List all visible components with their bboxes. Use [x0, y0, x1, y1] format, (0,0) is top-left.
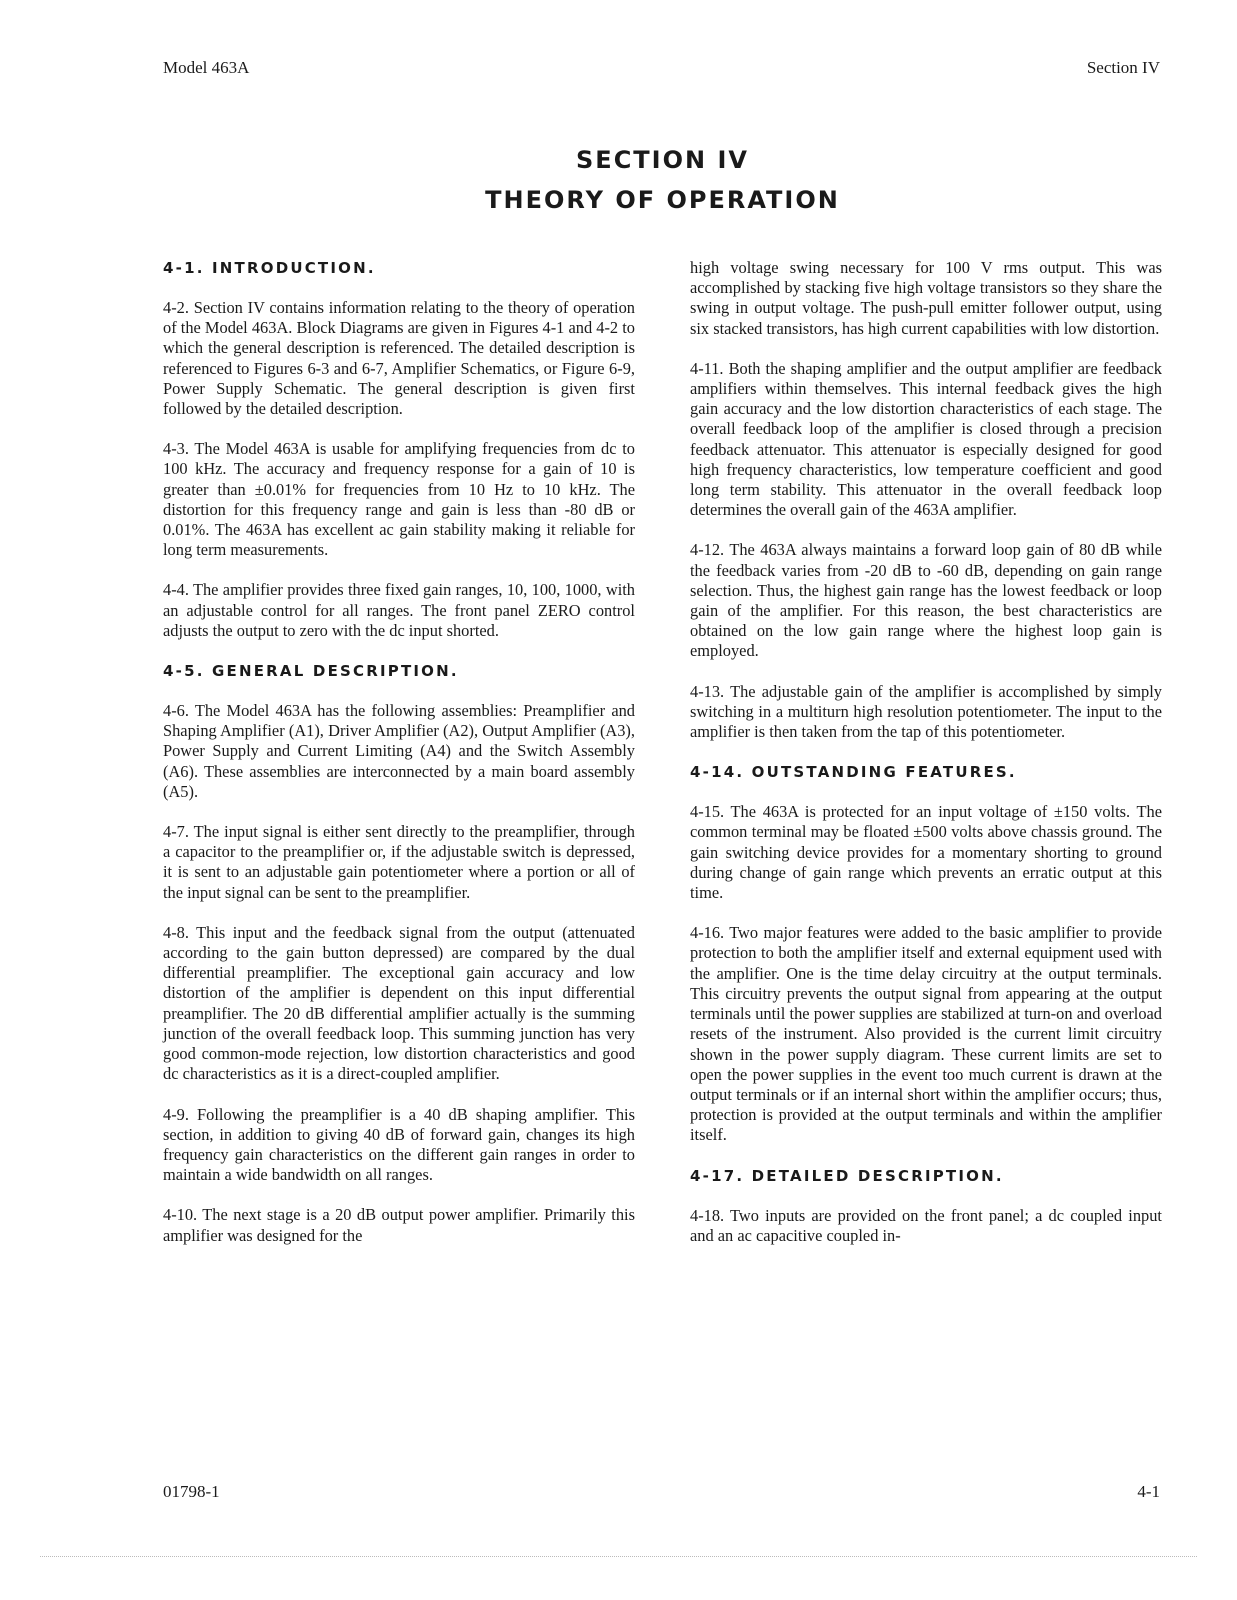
paragraph: high voltage swing necessary for 100 V rms output. This was accomplished by stacking five high voltage transistors so they share the swing in output voltage. The push-pull emitter follower output, using six stacked transistors, has high current capabilities with low distortion.	[690, 258, 1162, 338]
page-footer	[163, 1482, 1160, 1502]
scan-border-line	[40, 1556, 1197, 1557]
paragraph: 4-13. The adjustable gain of the amplifier is accomplished by simply switching in a multiturn high resolution potentiometer. The input to the amplifier is then taken from the tap of this potentiometer.	[690, 681, 1162, 742]
paragraph: 4-16. Two major features were added to the basic amplifier to provide protection to both the amplifier itself and external equipment used with the amplifier. One is the time delay circuitry at the output terminals. This circuitry prevents the output signal from appearing at the output terminals until the power supplies are stabilized at turn-on and overload resets of the instrument. Also provided is the current limit circuitry shown in the power supply diagram. These current limits are set to open the power supplies in the event too much current is drawn at the output terminals or if an internal short within the amplifier occurs; thus, protection is provided at the output terminals and within the amplifier itself.	[690, 923, 1162, 1145]
section-subtitle: THEORY OF OPERATION	[485, 186, 840, 214]
section-heading: 4-5. GENERAL DESCRIPTION.	[163, 662, 459, 681]
section-title: SECTION IV	[576, 146, 749, 174]
paragraph: 4-12. The 463A always maintains a forward loop gain of 80 dB while the feedback varies from -20 dB to -60 dB, depending on gain range selection. Thus, the highest gain range has the lowest feedback or loop gain of the amplifier. For this reason, the best characteristics are obtained on the low gain range where the highest loop gain is employed.	[690, 540, 1162, 661]
paragraph: 4-18. Two inputs are provided on the front panel; a dc coupled input and an ac capacitive coupled in-	[690, 1205, 1162, 1245]
right-column	[690, 258, 1162, 1266]
section-heading: 4-17. DETAILED DESCRIPTION.	[690, 1166, 1004, 1185]
paragraph: 4-11. Both the shaping amplifier and the output amplifier are feedback amplifiers within themselves. This internal feedback gives the high gain accuracy and the low distortion characteristics of each stage. The overall feedback loop of the amplifier is closed through a precision feedback attenuator. This attenuator is especially designed for good high frequency characteristics, low temperature coefficient and good long term stability. This attenuator in the overall feedback loop determines the overall gain of the 463A amplifier.	[690, 358, 1162, 520]
header-model: Model 463A	[163, 58, 250, 77]
section-title-block	[0, 146, 1237, 214]
document-number: 01798-1	[163, 1482, 220, 1501]
section-heading: 4-14. OUTSTANDING FEATURES.	[690, 763, 1017, 782]
left-column	[163, 258, 635, 1266]
page-number: 4-1	[1137, 1482, 1160, 1501]
paragraph: 4-7. The input signal is either sent directly to the preamplifier, through a capacitor to the preamplifier or, if the adjustable switch is depressed, it is sent to an adjustable gain potentiometer where a portion or all of the input signal can be sent to the preamplifier.	[163, 822, 635, 902]
header-section: Section IV	[1086, 58, 1160, 77]
paragraph: 4-3. The Model 463A is usable for amplifying frequencies from dc to 100 kHz. The accuracy and frequency response for a gain of 10 is greater than ±0.01% for frequencies from 10 Hz to 10 kHz. The distortion for this frequency range and gain is less than -80 dB or 0.01%. The 463A has excellent ac gain stability making it reliable for long term measurements.	[163, 439, 635, 560]
page-header	[163, 58, 1160, 78]
section-heading: 4-1. INTRODUCTION.	[163, 259, 376, 277]
paragraph: 4-6. The Model 463A has the following assemblies: Preamplifier and Shaping Amplifier (A1), Driver Amplifier (A2), Output Amplifier (A3), Power Supply and Current Limiting (A4) and the Switch Assembly (A6). These assemblies are interconnected by a main board assembly (A5).	[163, 701, 635, 801]
paragraph: 4-15. The 463A is protected for an input voltage of ±150 volts. The common terminal may be floated ±500 volts above chassis ground. The gain switching device provides for a momentary shorting to ground during change of gain range which prevents an erratic output at this time.	[690, 802, 1162, 903]
paragraph: 4-2. Section IV contains information relating to the theory of operation of the Model 463A. Block Diagrams are given in Figures 4-1 and 4-2 to which the general description is referenced. The detailed description is referenced to Figures 6-3 and 6-7, Amplifier Schematics, or Figure 6-9, Power Supply Schematic. The general description is given first followed by the detailed description.	[163, 298, 635, 419]
paragraph: 4-10. The next stage is a 20 dB output power amplifier. Primarily this amplifier was designed for the	[163, 1205, 635, 1245]
paragraph: 4-9. Following the preamplifier is a 40 dB shaping amplifier. This section, in addition to giving 40 dB of forward gain, changes its high frequency gain characteristics on the different gain ranges in order to maintain a wide bandwidth on all ranges.	[163, 1104, 635, 1185]
paragraph: 4-8. This input and the feedback signal from the output (attenuated according to the gain button depressed) are compared by the dual differential preamplifier. The exceptional gain accuracy and low distortion of the amplifier is dependent on this input differential preamplifier. The 20 dB differential amplifier actually is the summing junction of the overall feedback loop. This summing junction has very good common-mode rejection, low distortion characteristics and good dc characteristics as it is a direct-coupled amplifier.	[163, 922, 635, 1084]
paragraph: 4-4. The amplifier provides three fixed gain ranges, 10, 100, 1000, with an adjustable control for all ranges. The front panel ZERO control adjusts the output to zero with the dc input shorted.	[163, 580, 635, 640]
